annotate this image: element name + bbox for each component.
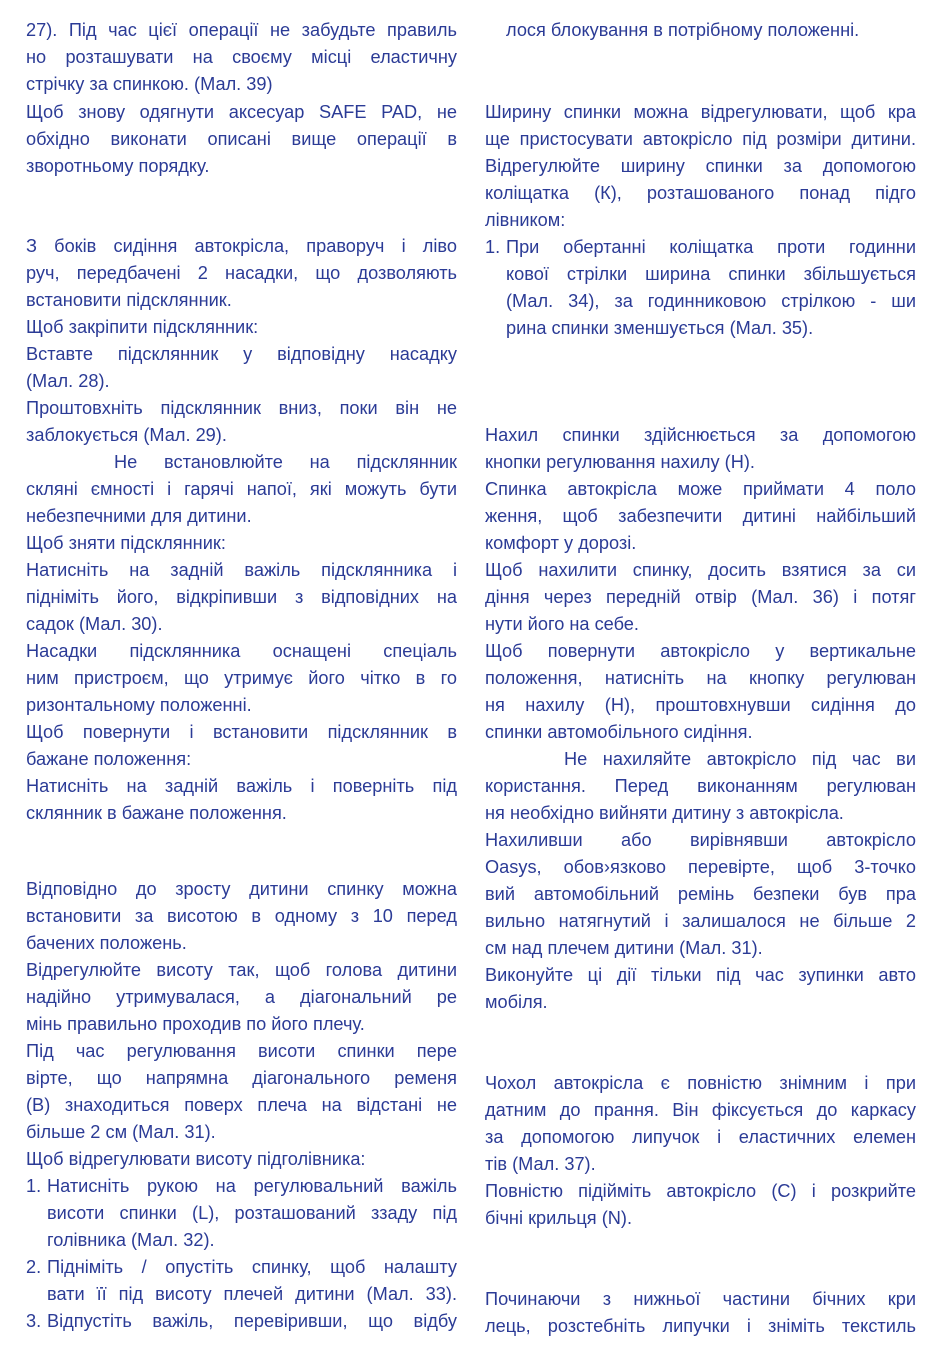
line-text: Відрегулюйте ширину спинки за допомогою bbox=[485, 156, 916, 176]
line-text: садок (Мал. 30). bbox=[26, 614, 163, 634]
line-text: Відповідно до зросту дитини спинку можна bbox=[26, 879, 457, 899]
line-text: нути його на себе. bbox=[485, 614, 639, 634]
line-text: Натисніть на задній важіль підсклянника і bbox=[26, 560, 457, 580]
text-line bbox=[26, 557, 457, 584]
line-text: склянник в бажане положення. bbox=[26, 803, 287, 823]
line-text: лося блокування в потрібному положенні. bbox=[506, 20, 860, 40]
line-text: вати її під висоту плечей дитини (Мал. 33). bbox=[47, 1284, 457, 1304]
text-line bbox=[485, 126, 916, 153]
text-line bbox=[485, 153, 916, 180]
text-line bbox=[485, 746, 916, 773]
text-line bbox=[26, 530, 457, 557]
text-line bbox=[485, 962, 916, 989]
line-text: Відрегулюйте висоту так, щоб голова дитини bbox=[26, 960, 457, 980]
text-line bbox=[485, 207, 916, 234]
text-line bbox=[485, 234, 916, 261]
text-line bbox=[26, 476, 457, 503]
line-text: Щоб повернути автокрісло у вертикальне bbox=[485, 641, 916, 661]
text-line bbox=[485, 989, 916, 1016]
text-line bbox=[26, 903, 457, 930]
line-text: ще пристосувати автокрісло під розміри дитини. bbox=[485, 129, 916, 149]
line-text: Щоб повернути і встановити підсклянник в bbox=[26, 722, 457, 742]
text-line bbox=[485, 1097, 916, 1124]
text-line bbox=[26, 584, 457, 611]
line-text: Підніміть / опустіть спинку, щоб налашту bbox=[47, 1257, 457, 1277]
text-line bbox=[485, 638, 916, 665]
text-line bbox=[485, 422, 916, 449]
line-text: спинки автомобільного сидіння. bbox=[485, 722, 753, 742]
text-line bbox=[485, 854, 916, 881]
text-line bbox=[26, 1173, 457, 1200]
text-line bbox=[26, 126, 457, 153]
text-line bbox=[485, 908, 916, 935]
line-text: вильно натягнутий і залишалося не більше 2 bbox=[485, 911, 916, 931]
text-line bbox=[26, 153, 457, 180]
text-line bbox=[485, 773, 916, 800]
text-line bbox=[26, 1308, 457, 1335]
line-text: Ширину спинки можна відрегулювати, щоб кра bbox=[485, 102, 916, 122]
text-line bbox=[26, 503, 457, 530]
line-text: датним до прання. Він фіксується до каркасу bbox=[485, 1100, 916, 1120]
text-line bbox=[485, 1313, 916, 1340]
text-line bbox=[26, 44, 457, 71]
text-line bbox=[26, 957, 457, 984]
line-text: зворотньому порядку. bbox=[26, 156, 210, 176]
text-line bbox=[26, 368, 457, 395]
text-line bbox=[26, 984, 457, 1011]
text-line bbox=[47, 1227, 457, 1254]
line-text: Не нахиляйте автокрісло під час ви bbox=[564, 749, 916, 769]
line-text: Спинка автокрісла може приймати 4 поло bbox=[485, 479, 916, 499]
text-line bbox=[26, 611, 457, 638]
text-line bbox=[26, 17, 457, 44]
text-line bbox=[485, 665, 916, 692]
list-number: 2. bbox=[26, 1257, 42, 1277]
text-line bbox=[26, 233, 457, 260]
line-text: ня необхідно вийняти дитину з автокрісла. bbox=[485, 803, 844, 823]
line-text: комфорт у дорозі. bbox=[485, 533, 637, 553]
text-line bbox=[485, 800, 916, 827]
text-line bbox=[26, 341, 457, 368]
text-line bbox=[26, 1038, 457, 1065]
text-line bbox=[47, 1200, 457, 1227]
line-text: лець, розстебніть липучки і зніміть текстиль bbox=[485, 1316, 916, 1336]
text-line bbox=[506, 17, 916, 44]
line-text: Щоб відрегулювати висоту підголівника: bbox=[26, 1149, 366, 1169]
line-text: рина спинки зменшується (Мал. 35). bbox=[506, 318, 814, 338]
text-line bbox=[26, 1146, 457, 1173]
line-text: діння через передній отвір (Мал. 36) і потяг bbox=[485, 587, 916, 607]
line-text: Щоб нахилити спинку, досить взятися за си bbox=[485, 560, 916, 580]
text-line bbox=[26, 71, 457, 98]
line-text: підніміть його, відкріпивши з відповідних на bbox=[26, 587, 457, 607]
text-line bbox=[26, 692, 457, 719]
line-text: Вставте підсклянник у відповідну насадку bbox=[26, 344, 457, 364]
line-text: ня нахилу (Н), проштовхнувши сидіння до bbox=[485, 695, 916, 715]
text-line bbox=[26, 1092, 457, 1119]
text-line bbox=[485, 180, 916, 207]
line-text: лівником: bbox=[485, 210, 566, 230]
line-text: Проштовхніть підсклянник вниз, поки він не bbox=[26, 398, 457, 418]
text-line bbox=[485, 692, 916, 719]
list-number: 3. bbox=[26, 1311, 42, 1331]
list-number: 1. bbox=[26, 1176, 42, 1196]
line-text: за допомогою липучок і еластичних елемен bbox=[485, 1127, 916, 1147]
line-text: Насадки підсклянника оснащені спеціаль bbox=[26, 641, 457, 661]
text-line bbox=[26, 1119, 457, 1146]
line-text: Щоб закріпити підсклянник: bbox=[26, 317, 259, 337]
text-line bbox=[26, 287, 457, 314]
line-text: Починаючи з нижньої частини бічних кри bbox=[485, 1289, 916, 1309]
line-text: мобіля. bbox=[485, 992, 548, 1012]
text-line bbox=[506, 315, 916, 342]
text-line bbox=[26, 395, 457, 422]
line-text: встановити за висотою в одному з 10 перед bbox=[26, 906, 457, 926]
line-text: Не встановлюйте на підсклянник bbox=[114, 452, 457, 472]
line-text: небезпечними для дитини. bbox=[26, 506, 252, 526]
line-text: Чохол автокрісла є повністю знімним і при bbox=[485, 1073, 916, 1093]
line-text: Нахил спинки здійснюється за допомогою bbox=[485, 425, 916, 445]
line-text: стрічку за спинкою. (Мал. 39) bbox=[26, 74, 273, 94]
line-text: но розташувати на своєму місці еластичну bbox=[26, 47, 457, 67]
text-line bbox=[485, 1124, 916, 1151]
text-line bbox=[26, 638, 457, 665]
text-line bbox=[26, 746, 457, 773]
line-text: При обертанні коліщатка проти годинни bbox=[506, 237, 916, 257]
text-line bbox=[485, 1178, 916, 1205]
line-text: заблокується (Мал. 29). bbox=[26, 425, 227, 445]
line-text: висоти спинки (L), розташований ззаду під bbox=[47, 1203, 457, 1223]
line-text: бічні крильця (N). bbox=[485, 1208, 633, 1228]
text-line bbox=[26, 930, 457, 957]
text-line bbox=[485, 881, 916, 908]
line-text: надійно утримувалася, а діагональний ре bbox=[26, 987, 457, 1007]
text-line bbox=[26, 260, 457, 287]
text-line bbox=[26, 876, 457, 903]
line-text: положення, натисніть на кнопку регулюван bbox=[485, 668, 916, 688]
line-text: вий автомобільний ремінь безпеки був пра bbox=[485, 884, 916, 904]
line-text: Під час регулювання висоти спинки пере bbox=[26, 1041, 457, 1061]
line-text: вірте, що напрямна діагонального ременя bbox=[26, 1068, 457, 1088]
line-text: користання. Перед виконанням регулюван bbox=[485, 776, 916, 796]
text-line bbox=[506, 288, 916, 315]
line-text: ним пристроєм, що утримує його чітко в го bbox=[26, 668, 457, 688]
line-text: кової стрілки ширина спинки збільшується bbox=[506, 264, 916, 284]
text-line bbox=[485, 1151, 916, 1178]
text-line bbox=[485, 557, 916, 584]
text-line bbox=[26, 314, 457, 341]
line-text: руч, передбачені 2 насадки, що дозволяють bbox=[26, 263, 457, 283]
line-text: Oasys, обов›язково перевірте, щоб 3-точко bbox=[485, 857, 916, 877]
line-text: встановити підсклянник. bbox=[26, 290, 232, 310]
text-line bbox=[485, 476, 916, 503]
line-text: З боків сидіння автокрісла, праворуч і ліво bbox=[26, 236, 457, 256]
text-line bbox=[26, 99, 457, 126]
text-line bbox=[485, 1070, 916, 1097]
line-text: Відпустіть важіль, перевіривши, що відбу bbox=[47, 1311, 457, 1331]
text-line bbox=[26, 1011, 457, 1038]
line-text: (Мал. 28). bbox=[26, 371, 110, 391]
text-line bbox=[26, 719, 457, 746]
text-line bbox=[26, 773, 457, 800]
text-line bbox=[485, 1205, 916, 1232]
text-line bbox=[485, 1286, 916, 1313]
line-text: скляні ємності і гарячі напої, які можуть бути bbox=[26, 479, 457, 499]
text-line bbox=[26, 422, 457, 449]
text-line bbox=[485, 827, 916, 854]
line-text: бажане положення: bbox=[26, 749, 192, 769]
text-line bbox=[26, 1254, 457, 1281]
text-line bbox=[26, 1065, 457, 1092]
text-line bbox=[485, 935, 916, 962]
text-line bbox=[26, 800, 457, 827]
line-text: кнопки регулювання нахилу (Н). bbox=[485, 452, 755, 472]
line-text: коліщатка (К), розташованого понад підго bbox=[485, 183, 916, 203]
text-line bbox=[47, 1281, 457, 1308]
line-text: мінь правильно проходив по його плечу. bbox=[26, 1014, 365, 1034]
line-text: Натисніть рукою на регулювальний важіль bbox=[47, 1176, 457, 1196]
line-text: обхідно виконати описані вище операції в bbox=[26, 129, 457, 149]
text-line bbox=[26, 665, 457, 692]
line-text: см над плечем дитини (Мал. 31). bbox=[485, 938, 763, 958]
line-text: голівника (Мал. 32). bbox=[47, 1230, 215, 1250]
line-text: Щоб зняти підсклянник: bbox=[26, 533, 226, 553]
line-text: бачених положень. bbox=[26, 933, 187, 953]
text-line bbox=[485, 503, 916, 530]
line-text: Виконуйте ці дії тільки під час зупинки авто bbox=[485, 965, 916, 985]
line-text: більше 2 см (Мал. 31). bbox=[26, 1122, 216, 1142]
text-line bbox=[485, 449, 916, 476]
line-text: 27). Під час цієї операції не забудьте правиль bbox=[26, 20, 457, 40]
line-text: Натисніть на задній важіль і поверніть під bbox=[26, 776, 457, 796]
line-text: Повністю підійміть автокрісло (С) і розкрийте bbox=[485, 1181, 916, 1201]
text-line bbox=[485, 584, 916, 611]
line-text: ризонтальному положенні. bbox=[26, 695, 252, 715]
text-line bbox=[485, 530, 916, 557]
text-line bbox=[485, 611, 916, 638]
line-text: (Мал. 34), за годинниковою стрілкою - ши bbox=[506, 291, 916, 311]
line-text: ження, щоб забезпечити дитині найбільший bbox=[485, 506, 916, 526]
line-text: (В) знаходиться поверх плеча на відстані не bbox=[26, 1095, 457, 1115]
text-line bbox=[506, 261, 916, 288]
line-text: Щоб знову одягнути аксесуар SAFE PAD, не bbox=[26, 102, 457, 122]
line-text: тів (Мал. 37). bbox=[485, 1154, 596, 1174]
text-line bbox=[485, 719, 916, 746]
text-line bbox=[26, 449, 457, 476]
list-number: 1. bbox=[485, 237, 501, 257]
text-line bbox=[485, 99, 916, 126]
line-text: Нахиливши або вирівнявши автокрісло bbox=[485, 830, 916, 850]
